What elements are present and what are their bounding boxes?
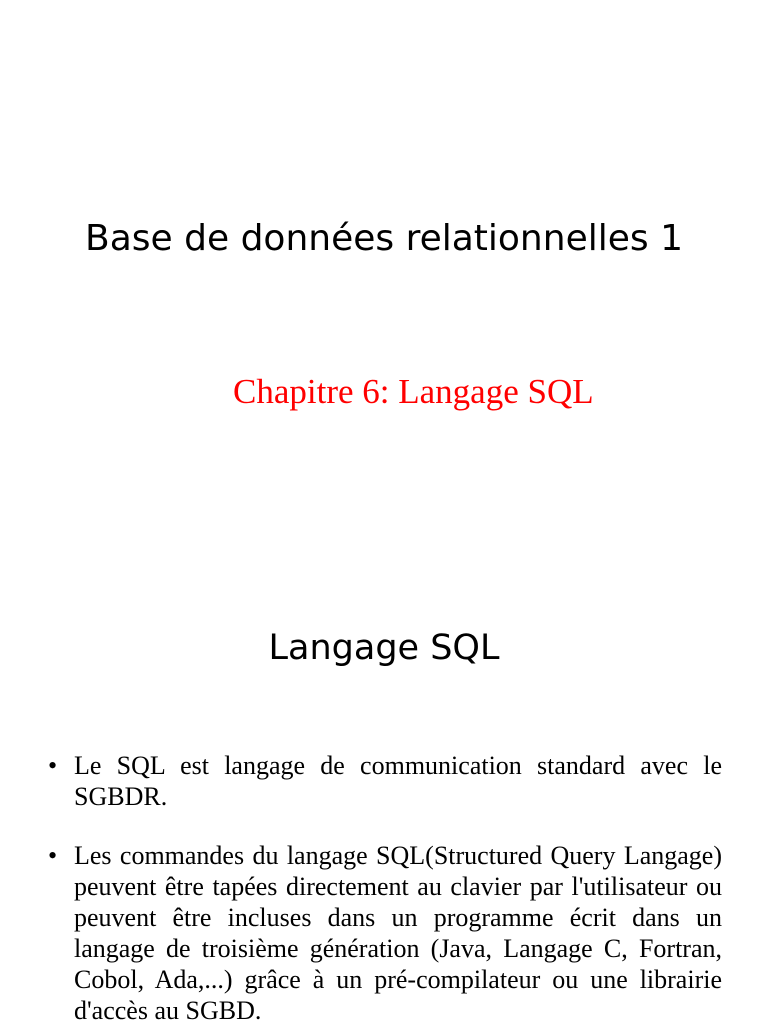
course-title: Base de données relationnelles 1	[85, 218, 683, 259]
bullet-item-sql-standard	[48, 750, 722, 812]
bullet-dot-icon: •	[48, 751, 58, 780]
content-slide	[0, 576, 768, 1024]
bullet-list	[48, 750, 722, 1024]
bullet-text: Les commandes du langage SQL(Structured Query Langage) peuvent être tapées directement au clavier par l'utilisateur ou peuvent être incluses dans un programme écrit dans un langage de troisième génération (Java, Langage C, Fortran, Cobol, Ada,...) grâce à un pré-compilateur ou une librairie d'accès au SGBD.	[74, 841, 722, 1024]
chapter-subtitle: Chapitre 6: Langage SQL	[233, 372, 594, 411]
bullet-item-sql-commands	[48, 840, 722, 1024]
section-title: Langage SQL	[268, 628, 500, 668]
bullet-text: Le SQL est langage de communication standard avec le SGBDR.	[74, 751, 722, 811]
bullet-dot-icon: •	[48, 841, 58, 870]
